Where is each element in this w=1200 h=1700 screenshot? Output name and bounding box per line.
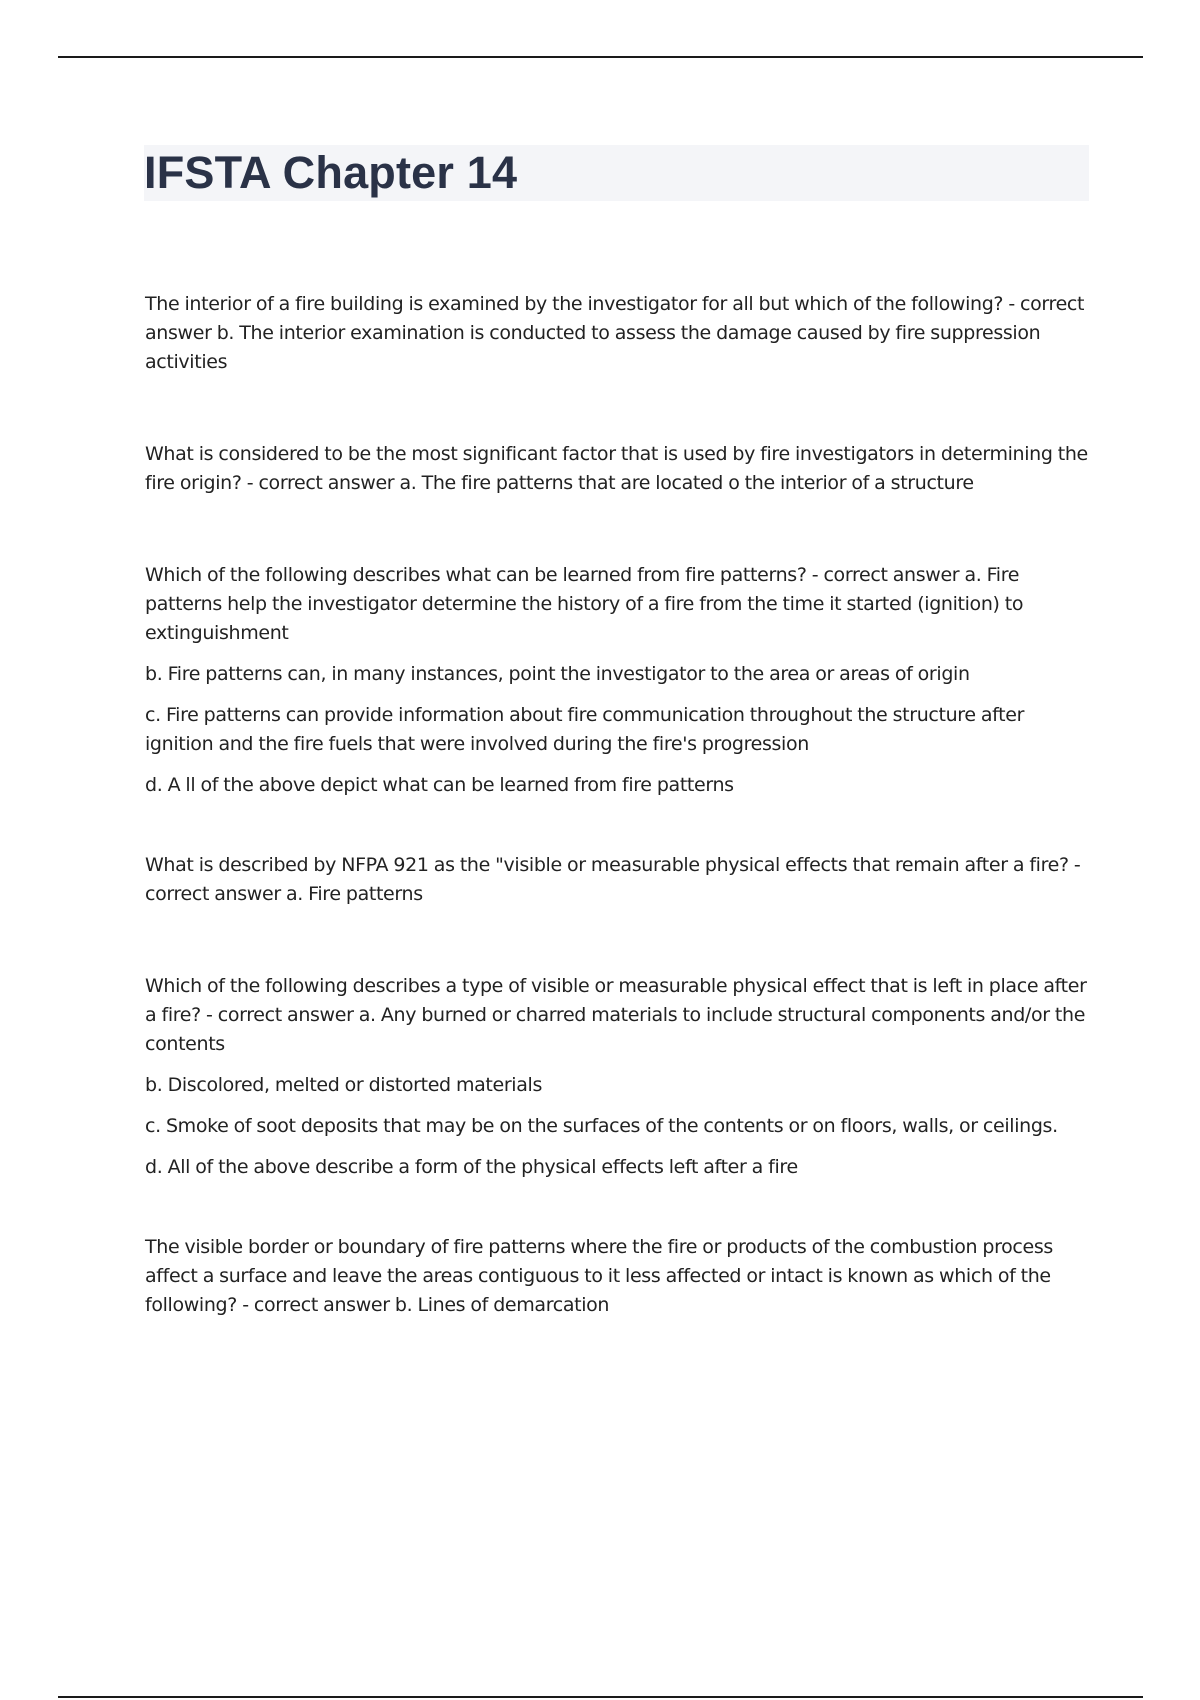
qa-item — [145, 440, 1090, 498]
qa-item — [145, 290, 1090, 377]
qa-paragraph: c. Smoke of soot deposits that may be on the surfaces of the contents or on floors, walls, or ceilings. — [145, 1115, 1058, 1137]
top-rule — [58, 56, 1143, 58]
qa-paragraph: Which of the following describes what can be learned from fire patterns? - correct answer a. Fire patterns help the investigator determine the history of a fire from the time it started (ignition) to extinguishment — [145, 564, 1024, 644]
document-body — [145, 290, 1090, 1383]
qa-paragraph: c. Fire patterns can provide information about fire communication throughout the structure after ignition and the fire fuels that were involved during the fire's progression — [145, 704, 1025, 755]
qa-paragraph: b. Fire patterns can, in many instances, point the investigator to the area or areas of origin — [145, 663, 970, 685]
qa-paragraph: d. A ll of the above depict what can be learned from fire patterns — [145, 774, 734, 796]
page-title: IFSTA Chapter 14 — [144, 147, 518, 198]
bottom-rule — [58, 1696, 1143, 1698]
qa-paragraph: Which of the following describes a type of visible or measurable physical effect that is left in place after a fire? - correct answer a. Any burned or charred materials to include structural components and/or the contents — [145, 975, 1087, 1055]
qa-paragraph: The interior of a fire building is examined by the investigator for all but which of the following? - correct answer b. The interior examination is conducted to assess the damage caused by fire suppression activities — [145, 293, 1085, 373]
qa-paragraph: What is described by NFPA 921 as the "visible or measurable physical effects that remain after a fire? - correct answer a. Fire patterns — [145, 854, 1081, 905]
qa-item — [145, 851, 1090, 909]
title-band — [144, 145, 1089, 201]
qa-paragraph: The visible border or boundary of fire patterns where the fire or products of the combustion process affect a surface and leave the areas contiguous to it less affected or intact is known as which of the following? - correct answer b. Lines of demarcation — [145, 1236, 1053, 1316]
qa-paragraph: b. Discolored, melted or distorted materials — [145, 1074, 543, 1096]
qa-item — [145, 1233, 1090, 1320]
qa-item — [145, 972, 1090, 1182]
qa-item — [145, 561, 1090, 800]
qa-paragraph: What is considered to be the most significant factor that is used by fire investigators in determining the fire origin? - correct answer a. The fire patterns that are located o the interior of a structure — [145, 443, 1088, 494]
qa-paragraph: d. All of the above describe a form of the physical effects left after a fire — [145, 1156, 798, 1178]
